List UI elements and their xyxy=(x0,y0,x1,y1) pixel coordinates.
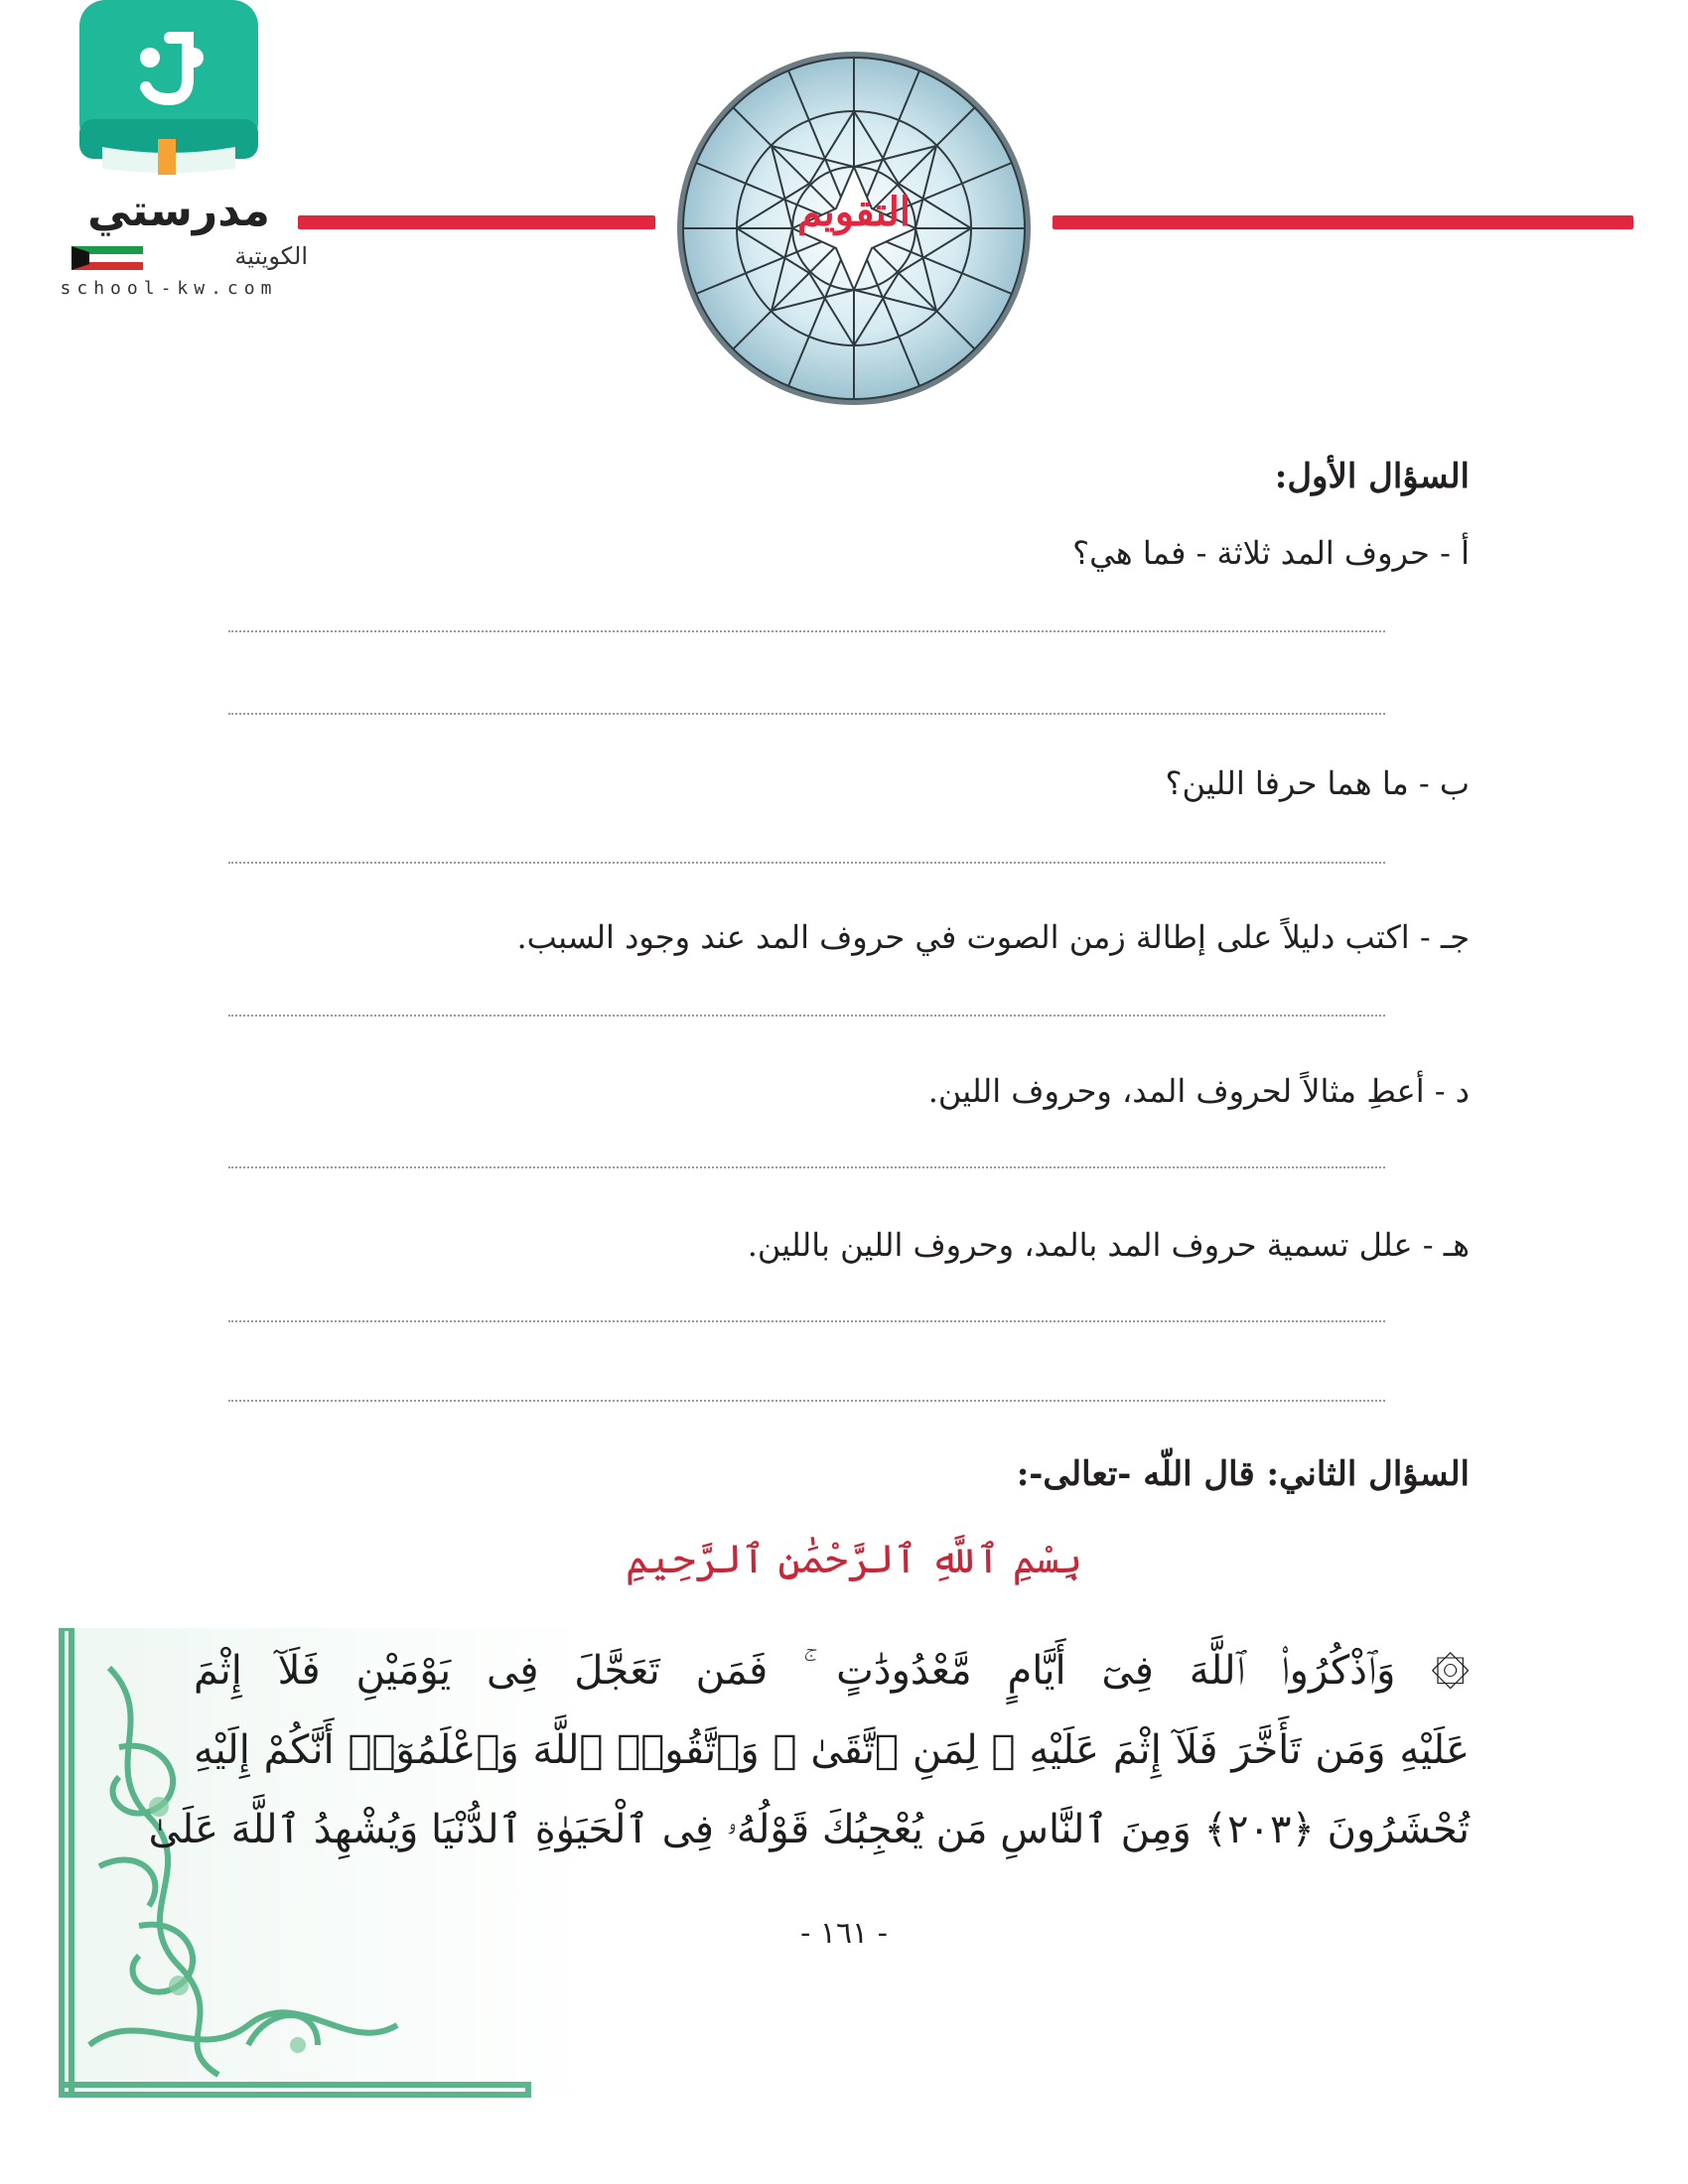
question-1b: ب - ما هما حرفا اللين؟ xyxy=(1165,764,1470,802)
book-logo-icon xyxy=(74,0,263,179)
school-logo xyxy=(20,0,318,298)
question-1d: د - أعطِ مثالاً لحروف المد، وحروف اللين. xyxy=(927,1072,1470,1110)
logo-brand-name: مدرستي xyxy=(87,186,270,236)
ayah-line-3: تُحْشَرُونَ ﴿٢٠٣﴾ وَمِنَ ٱلنَّاسِ مَن يُعْجِبُكَ قَوْلُهُۥ فِى ٱلْحَيَوٰةِ ٱلدُّنْيَا وَيُشْهِدُ ٱللَّهَ عَلَىٰ xyxy=(148,1807,1470,1852)
header-bar-left xyxy=(298,215,655,229)
page-number: - ١٦١ - xyxy=(800,1916,888,1951)
question-1c: جـ - اكتب دليلاً على إطالة زمن الصوت في حروف المد عند وجود السبب. xyxy=(516,918,1470,956)
answer-line[interactable] xyxy=(228,1166,1385,1168)
ayah-line-1: ۞ وَٱذْكُرُوا۟ ٱللَّهَ فِىٓ أَيَّامٍ مَّعْدُودَٰتٍ ۚ فَمَن تَعَجَّلَ فِى يَوْمَيْنِ فَلَآ إِثْمَ xyxy=(194,1648,1470,1694)
logo-url: school-kw.com xyxy=(60,278,278,299)
answer-line[interactable] xyxy=(228,713,1385,715)
logo-subtitle: الكويتية xyxy=(234,242,308,270)
question-1a: أ - حروف المد ثلاثة - فما هي؟ xyxy=(1072,534,1470,572)
answer-line[interactable] xyxy=(228,1320,1385,1322)
header-bar-right xyxy=(1053,215,1633,229)
question-1e: هـ - علل تسمية حروف المد بالمد، وحروف اللين باللين. xyxy=(747,1226,1470,1264)
question-2-title: السؤال الثاني: قال اللّه -تعالى-: xyxy=(1016,1454,1470,1494)
basmala: بِسْمِ ٱللَّهِ ٱلرَّحْمَٰنِ ٱلرَّحِيمِ xyxy=(625,1537,1083,1582)
answer-line[interactable] xyxy=(228,862,1385,864)
evaluation-emblem xyxy=(675,40,1033,417)
emblem-title: التقويم xyxy=(796,189,912,235)
answer-line[interactable] xyxy=(228,1400,1385,1402)
ayah-line-2: عَلَيْهِ وَمَن تَأَخَّرَ فَلَآ إِثْمَ عَلَيْهِ ۚ لِمَنِ ٱتَّقَىٰ ۗ وَٱتَّقُوا۟ ٱللَّهَ وَٱعْلَمُوٓا۟ أَنَّكُمْ إِلَيْهِ xyxy=(194,1727,1470,1773)
answer-line[interactable] xyxy=(228,1015,1385,1017)
floral-corner-ornament-icon xyxy=(0,1628,596,2184)
question-1-title: السؤال الأول: xyxy=(1274,457,1470,496)
answer-line[interactable] xyxy=(228,630,1385,632)
kuwait-flag-icon xyxy=(71,246,143,270)
